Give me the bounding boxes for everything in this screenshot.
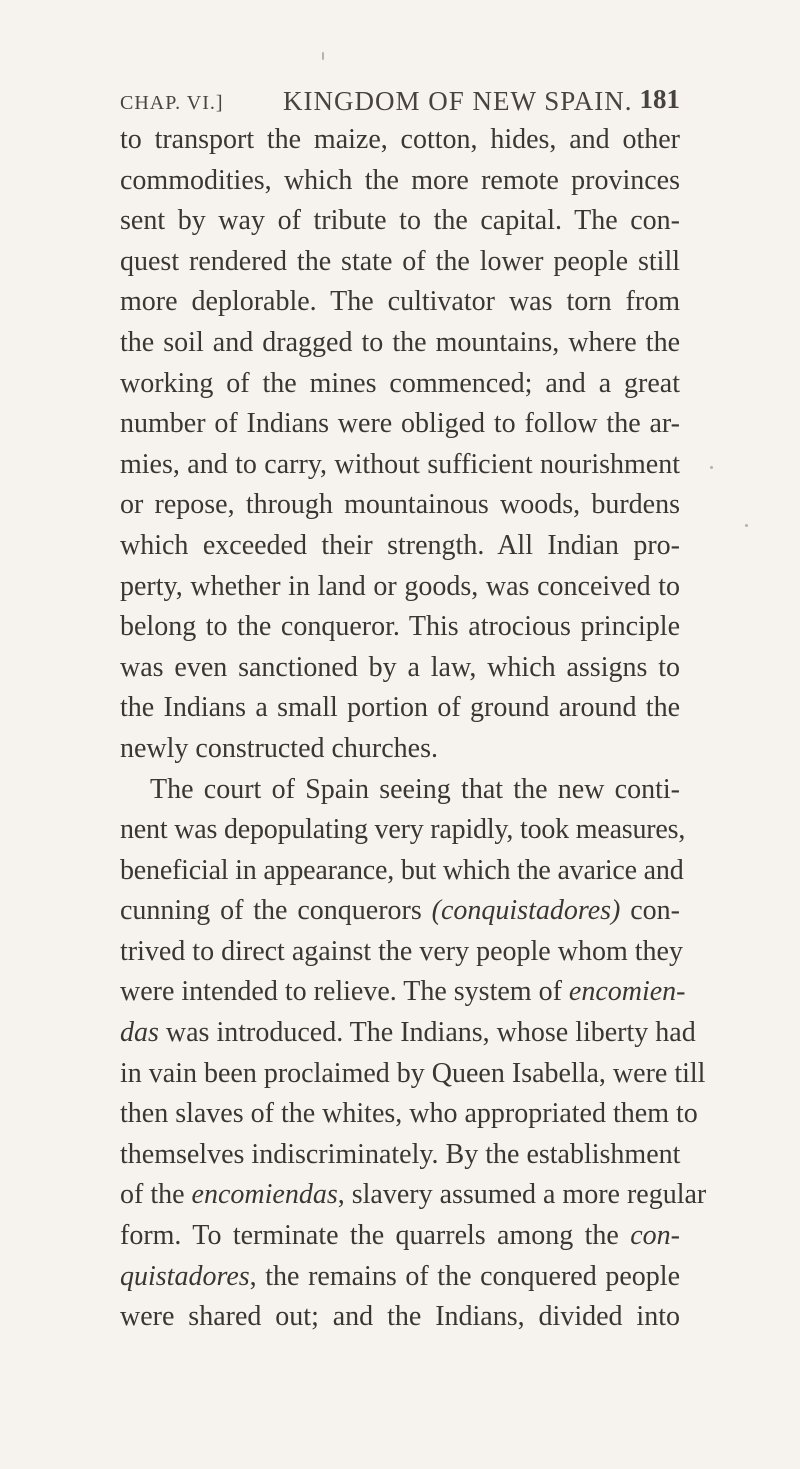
text-line: then slaves of the whites, who appropriated them to (120, 1098, 698, 1130)
text-line: quest rendered the state of the lower people still (120, 245, 680, 277)
text-segment: con- (630, 895, 680, 927)
text-line: The court of Spain seeing that the new conti- (150, 773, 680, 805)
text-line (120, 891, 680, 932)
page-title: KINGDOM OF NEW SPAIN. (283, 86, 633, 116)
text-segment: , the remains of the conquered people (249, 1260, 680, 1292)
paper-speck (710, 466, 713, 469)
text-segment: form. To terminate the quarrels among the (120, 1220, 619, 1252)
text-line: belong to the conqueror. This atrocious principle (120, 611, 680, 643)
text-line: the soil and dragged to the mountains, where the (120, 326, 680, 358)
text-segment: of the (120, 1179, 185, 1211)
italic-term: (conquistadores) (431, 895, 621, 927)
text-line: beneficial in appearance, but which the avarice and (120, 854, 684, 886)
text-line (120, 1216, 680, 1257)
text-segment: cunning of the conquerors (120, 895, 422, 927)
text-segment: was introduced. The Indians, whose liberty had (165, 1017, 696, 1049)
chapter-label: CHAP. VI.] (120, 92, 224, 114)
text-line: trived to direct against the very people whom they (120, 935, 683, 967)
italic-term: encomien- (568, 976, 686, 1008)
paper-speck (322, 52, 324, 60)
text-line: newly constructed churches. (120, 732, 438, 764)
text-line: in vain been proclaimed by Queen Isabella, were till (120, 1057, 706, 1089)
italic-term: encomiendas (191, 1179, 338, 1211)
text-line (120, 972, 686, 1013)
text-line: commodities, which the more remote provinces (120, 164, 680, 196)
text-segment: , slavery assumed a more regular (337, 1179, 707, 1211)
text-line: mies, and to carry, without sufficient nourishment (120, 448, 680, 480)
text-line: the Indians a small portion of ground around the (120, 692, 680, 724)
text-line: to transport the maize, cotton, hides, and other (120, 124, 680, 155)
text-line: more deplorable. The cultivator was torn from (120, 286, 680, 318)
text-line: nent was depopulating very rapidly, took measures, (120, 814, 686, 846)
text-line (120, 1175, 707, 1216)
text-line: which exceeded their strength. All Indian pro- (120, 529, 680, 561)
text-line: working of the mines commenced; and a great (120, 367, 680, 399)
text-line: was even sanctioned by a law, which assigns to (120, 651, 680, 683)
text-line: perty, whether in land or goods, was conceived to (120, 570, 680, 602)
text-line: or repose, through mountainous woods, burdens (120, 489, 680, 521)
text-line (120, 1257, 680, 1298)
italic-term: quistadores (120, 1260, 250, 1292)
text-segment: were intended to relieve. The system of (120, 976, 562, 1008)
page-number: 181 (639, 84, 680, 114)
text-line: were shared out; and the Indians, divided into (120, 1301, 680, 1333)
text-line: sent by way of tribute to the capital. The con- (120, 205, 680, 237)
italic-term: con- (630, 1220, 680, 1252)
paper-speck (745, 524, 748, 527)
text-line: number of Indians were obliged to follow the ar- (120, 408, 680, 440)
text-line (120, 1013, 696, 1054)
italic-term: das (120, 1017, 159, 1049)
body-text (120, 120, 707, 1338)
text-line: themselves indiscriminately. By the establishment (120, 1138, 681, 1170)
